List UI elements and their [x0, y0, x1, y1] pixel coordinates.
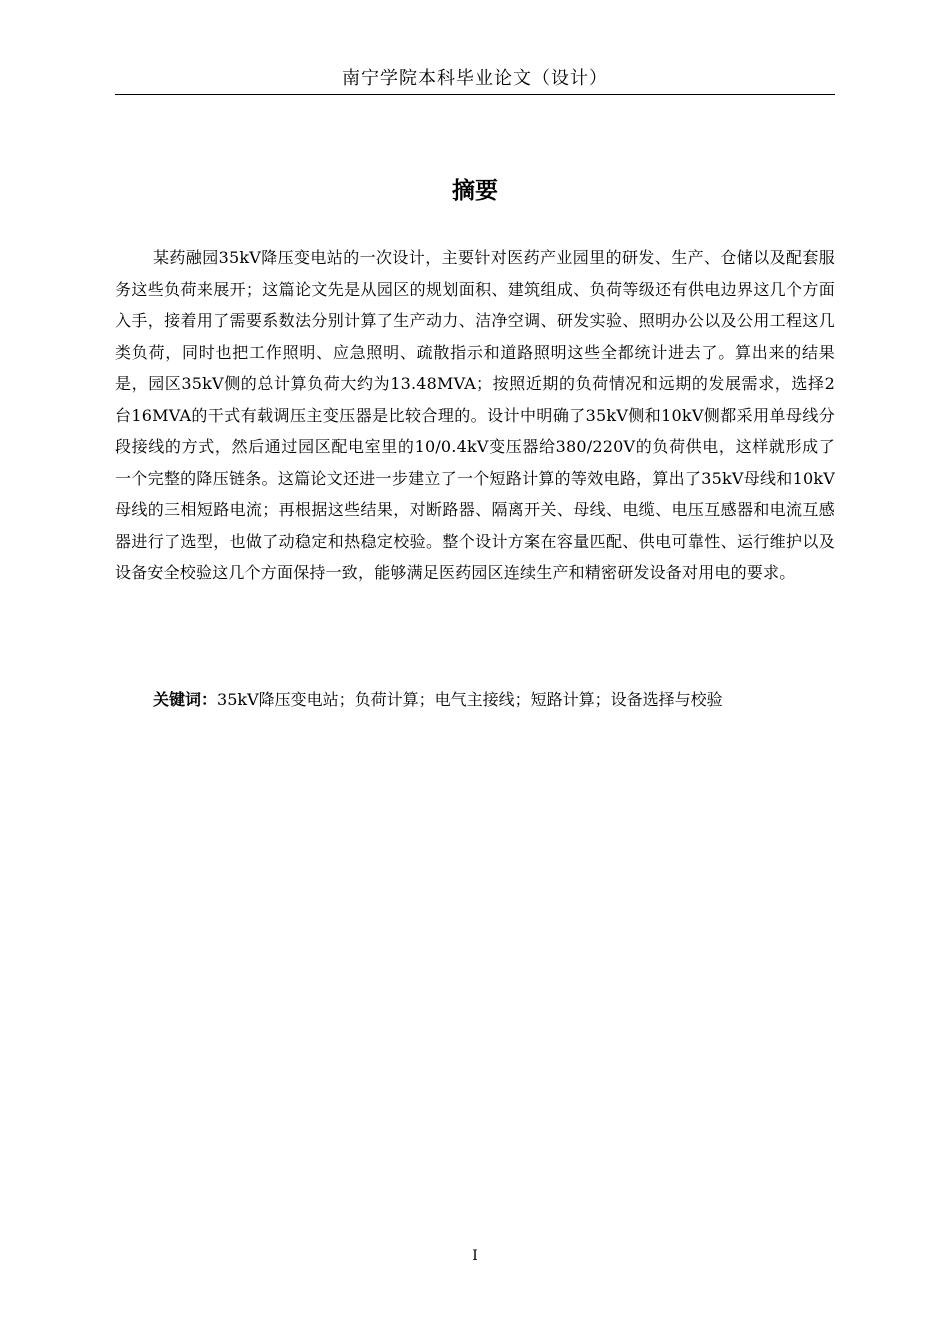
keywords-text: 35kV降压变电站；负荷计算；电气主接线；短路计算；设备选择与校验: [217, 690, 723, 709]
abstract-body: 某药融园35kV降压变电站的一次设计，主要针对医药产业园里的研发、生产、仓储以及配套服务这些负荷来展开；这篇论文先是从园区的规划面积、建筑组成、负荷等级还有供电边界这几个方面入手，接着用了需要系数法分别计算了生产动力、洁净空调、研发实验、照明办公以及公用工程这几类负荷，同时也把工作照明、应急照明、疏散指示和道路照明这些全都统计进去了。算出来的结果是，园区35kV侧的总计算负荷大约为13.48MVA；按照近期的负荷情况和远期的发展需求，选择2台16MVA的干式有载调压主变压器是比较合理的。设计中明确了35kV侧和10kV侧都采用单母线分段接线的方式，然后通过园区配电室里的10/0.4kV变压器给380/220V的负荷供电，这样就形成了一个完整的降压链条。这篇论文还进一步建立了一个短路计算的等效电路，算出了35kV母线和10kV母线的三相短路电流；再根据这些结果，对断路器、隔离开关、母线、电缆、电压互感器和电流互感器进行了选型，也做了动稳定和热稳定校验。整个设计方案在容量匹配、供电可靠性、运行维护以及设备安全校验这几个方面保持一致，能够满足医药园区连续生产和精密研发设备对用电的要求。: [115, 248, 835, 582]
running-header: 南宁学院本科毕业论文（设计）: [342, 68, 608, 89]
abstract-title: 摘要: [452, 178, 498, 204]
keywords-label: 关键词：: [153, 690, 218, 709]
keywords-line: [153, 685, 853, 715]
header-rule: [115, 94, 835, 95]
page-number: I: [472, 1248, 478, 1264]
